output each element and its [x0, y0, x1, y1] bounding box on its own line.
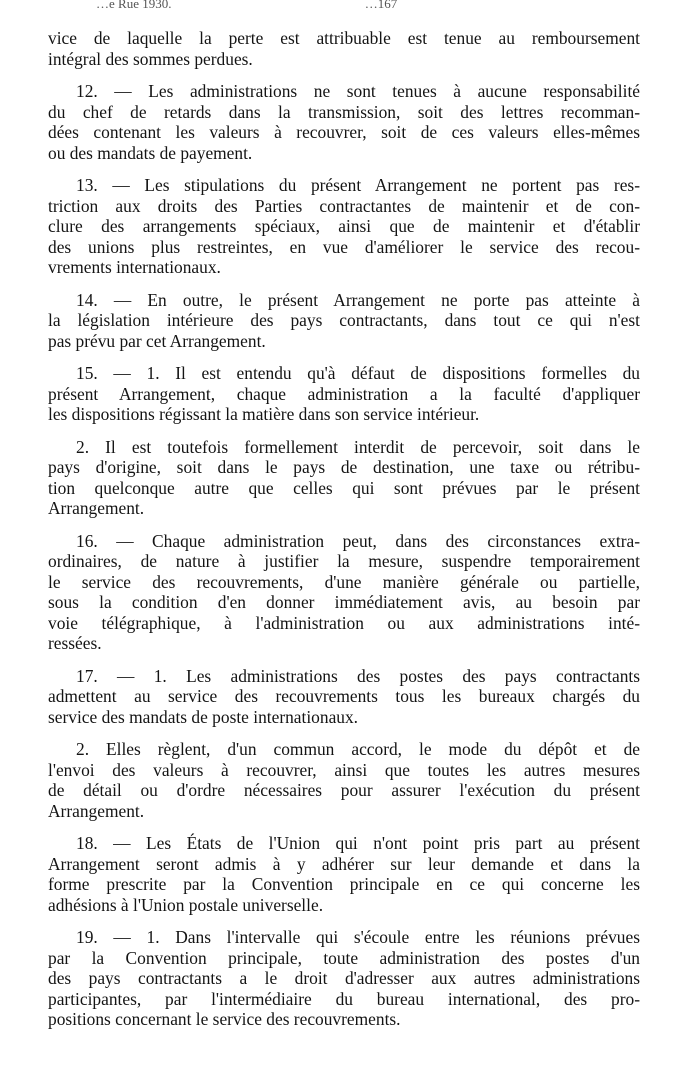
- running-header-page-number: …167: [364, 0, 398, 11]
- article-paragraph: [48, 363, 640, 425]
- text-line: Arrangement seront admis à y adhérer sur leur demande et dans la: [48, 853, 640, 874]
- article-paragraph: [48, 290, 640, 352]
- article-paragraph: [48, 666, 640, 728]
- article-paragraph: [48, 739, 640, 821]
- text-line: le service des recouvrements, d'une manière générale ou partielle,: [48, 571, 640, 592]
- article-paragraph: [48, 175, 640, 278]
- text-line: participantes, par l'intermédiaire du bureau international, des pro-: [48, 988, 640, 1009]
- text-line: ordinaires, de nature à justifier la mesure, suspendre temporairement: [48, 551, 640, 571]
- text-line: pays d'origine, soit dans le pays de destination, une taxe ou rétribu-: [48, 457, 640, 477]
- text-line: dées contenant les valeurs à recouvrer, soit de ces valeurs elles-mêmes: [48, 122, 640, 142]
- text-line: vice de laquelle la perte est attribuable est tenue au remboursement: [48, 28, 640, 48]
- text-line: l'envoi des valeurs à recouvrer, ainsi que toutes les autres mesures: [48, 759, 640, 780]
- text-line: par la Convention principale, toute administration des postes d'un: [48, 947, 640, 968]
- text-line: positions concernant le service des recouvrements.: [48, 1009, 401, 1029]
- text-line: ou des mandats de payement.: [48, 142, 253, 163]
- text-line: les dispositions régissant la matière dans son service intérieur.: [48, 404, 480, 424]
- text-line: la législation intérieure des pays contractants, dans tout ce qui n'est: [48, 310, 640, 330]
- text-line: vrements internationaux.: [48, 257, 221, 277]
- text-line: du chef de retards dans la transmission, soit des lettres recomman-: [48, 101, 640, 122]
- text-line: 15. — 1. Il est entendu qu'à défaut de dispositions formelles du: [76, 363, 640, 383]
- document-body: [48, 28, 640, 1030]
- text-line: adhésions à l'Union postale universelle.: [48, 894, 324, 915]
- text-line: 16. — Chaque administration peut, dans des circonstances extra-: [76, 530, 640, 551]
- article-paragraph: [48, 531, 640, 654]
- text-line: intégral des sommes perdues.: [48, 48, 253, 69]
- running-header-left: …e Rue 1930.: [96, 0, 172, 11]
- text-line: 13. — Les stipulations du présent Arrangement ne portent pas res-: [76, 175, 640, 195]
- text-line: de détail ou d'ordre nécessaires pour assurer l'exécution du présent: [48, 780, 640, 800]
- text-line: 17. — 1. Les administrations des postes des pays contractants: [76, 665, 640, 686]
- text-line: sous la condition d'en donner immédiatement avis, au besoin par: [48, 592, 640, 612]
- article-paragraph: [48, 81, 640, 163]
- text-line: clure des arrangements spéciaux, ainsi que de maintenir et d'établir: [48, 216, 640, 236]
- text-line: forme prescrite par la Convention principale en ce qui concerne les: [48, 874, 640, 894]
- text-line: 2. Elles règlent, d'un commun accord, le mode du dépôt et de: [76, 739, 640, 759]
- text-line: service des mandats de poste internationaux.: [48, 706, 359, 727]
- text-line: voie télégraphique, à l'administration ou aux administrations inté-: [48, 612, 640, 633]
- article-paragraph: [48, 927, 640, 1030]
- text-line: triction aux droits des Parties contractantes de maintenir et de con-: [48, 195, 640, 216]
- article-paragraph: [48, 833, 640, 915]
- text-line: 14. — En outre, le présent Arrangement ne porte pas atteinte à: [76, 289, 640, 310]
- text-line: 18. — Les États de l'Union qui n'ont point pris part au présent: [76, 833, 640, 853]
- text-line: des pays contractants a le droit d'adresser aux autres administrations: [48, 968, 640, 988]
- text-line: Arrangement.: [48, 498, 145, 518]
- text-line: admettent au service des recouvrements tous les bureaux chargés du: [48, 686, 640, 706]
- article-paragraph: [48, 28, 640, 69]
- text-line: 19. — 1. Dans l'intervalle qui s'écoule entre les réunions prévues: [76, 927, 640, 947]
- article-paragraph: [48, 437, 640, 519]
- cropped-running-header: [96, 0, 596, 12]
- text-line: 12. — Les administrations ne sont tenues à aucune responsabilité: [76, 81, 640, 101]
- text-line: Arrangement.: [48, 800, 145, 821]
- text-line: présent Arrangement, chaque administration a la faculté d'appliquer: [48, 383, 640, 404]
- text-line: des unions plus restreintes, en vue d'améliorer le service des recou-: [48, 236, 640, 257]
- text-line: tion quelconque autre que celles qui sont prévues par le présent: [48, 477, 640, 498]
- text-line: pas prévu par cet Arrangement.: [48, 330, 266, 351]
- text-line: 2. Il est toutefois formellement interdit de percevoir, soit dans le: [76, 436, 640, 457]
- text-line: ressées.: [48, 633, 102, 653]
